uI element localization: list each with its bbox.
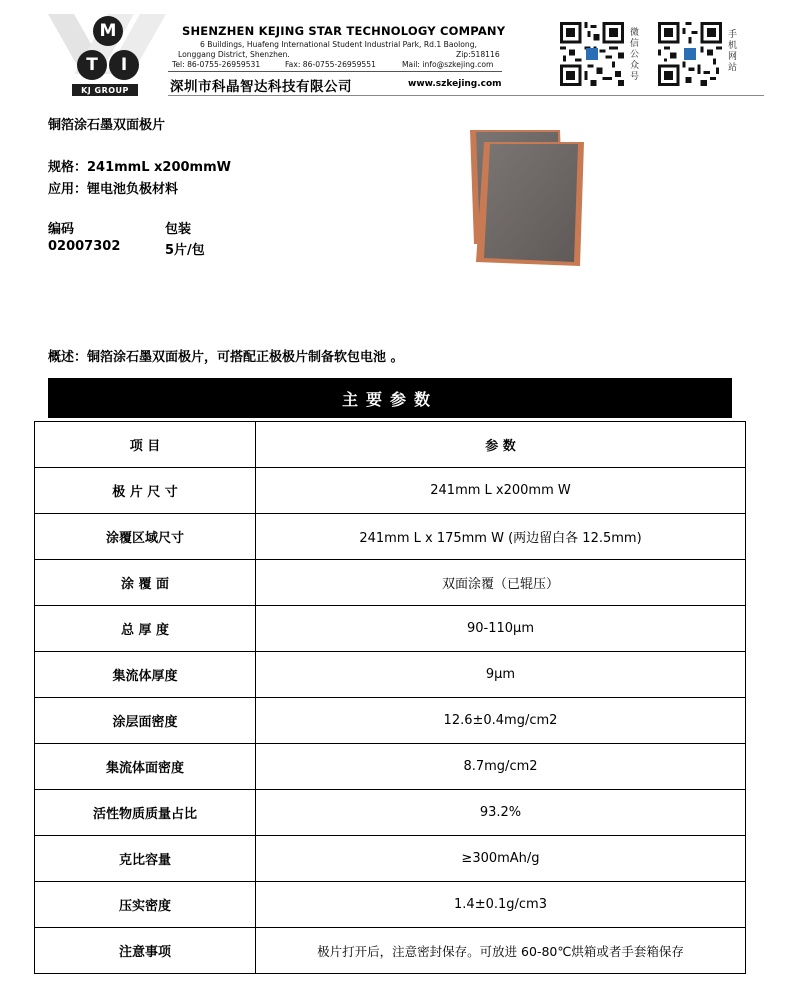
param-value: ≥300mAh/g	[256, 836, 746, 882]
package-label: 包装	[165, 222, 192, 237]
wechat-qr-code-icon	[560, 22, 624, 86]
column-header-value: 参 数	[256, 422, 746, 468]
table-row	[35, 790, 746, 836]
table-row	[35, 836, 746, 882]
fax: Fax: 86-0755-26959551	[285, 60, 376, 69]
logo-letter-i: I	[109, 50, 139, 80]
address-line-1: 6 Buildings, Huafeng International Student Industrial Park, Rd.1 Baolong,	[200, 40, 477, 49]
product-name: 铜箔涂石墨双面极片	[48, 118, 166, 133]
table-row	[35, 514, 746, 560]
product-application: 应用：锂电池负极材料	[48, 182, 179, 197]
logo-letter-t: T	[77, 50, 107, 80]
logo-letter-m: M	[93, 16, 123, 46]
address-line-2: Longgang District, Shenzhen.	[178, 50, 290, 59]
mobile-site-qr-code-icon	[658, 22, 722, 86]
table-row	[35, 468, 746, 514]
param-name: 集流体厚度	[35, 652, 256, 698]
param-value: 90-110μm	[256, 606, 746, 652]
telephone: Tel: 86-0755-26959531	[172, 60, 261, 69]
param-name: 压实密度	[35, 882, 256, 928]
table-header-row	[35, 422, 746, 468]
param-name: 总 厚 度	[35, 606, 256, 652]
param-value: 8.7mg/cm2	[256, 744, 746, 790]
param-name: 涂层面密度	[35, 698, 256, 744]
param-name: 涂覆区域尺寸	[35, 514, 256, 560]
param-value: 241mm L x 175mm W (两边留白各 12.5mm)	[256, 514, 746, 560]
product-spec: 规格：241mmL x200mmW	[48, 160, 231, 175]
param-name: 注意事项	[35, 928, 256, 974]
params-table	[34, 421, 746, 974]
table-row	[35, 928, 746, 974]
table-row	[35, 560, 746, 606]
letterhead-divider-top	[168, 71, 502, 72]
param-value: 1.4±0.1g/cm3	[256, 882, 746, 928]
email: Mail: info@szkejing.com	[402, 60, 494, 69]
qr-label-mobile: 手机网站	[728, 30, 738, 73]
column-header-item: 项 目	[35, 422, 256, 468]
table-row	[35, 744, 746, 790]
param-value: 极片打开后，注意密封保存。可放进 60-80℃烘箱或者手套箱保存	[256, 928, 746, 974]
params-section-header: 主要参数	[48, 378, 732, 418]
company-logo	[48, 14, 168, 98]
table-row	[35, 606, 746, 652]
table-row	[35, 882, 746, 928]
package-value: 5片/包	[165, 243, 205, 258]
product-overview: 概述：铜箔涂石墨双面极片，可搭配正极极片制备软包电池 。	[48, 350, 404, 365]
company-name-chinese: 深圳市科晶智达科技有限公司	[170, 79, 352, 95]
param-value: 241mm L x200mm W	[256, 468, 746, 514]
param-name: 极 片 尺 寸	[35, 468, 256, 514]
param-name: 集流体面密度	[35, 744, 256, 790]
qr-label-wechat: 微信公众号	[630, 28, 640, 82]
table-row	[35, 698, 746, 744]
param-name: 克比容量	[35, 836, 256, 882]
code-value: 02007302	[48, 239, 121, 254]
param-value: 93.2%	[256, 790, 746, 836]
website: www.szkejing.com	[408, 79, 502, 89]
param-value: 12.6±0.4mg/cm2	[256, 698, 746, 744]
table-row	[35, 652, 746, 698]
param-name: 涂 覆 面	[35, 560, 256, 606]
letterhead-divider-bottom	[168, 95, 764, 96]
param-value: 9μm	[256, 652, 746, 698]
company-name-english: SHENZHEN KEJING STAR TECHNOLOGY COMPANY	[182, 24, 506, 38]
zip-code: Zip:518116	[456, 50, 500, 59]
param-value: 双面涂覆（已辊压）	[256, 560, 746, 606]
param-name: 活性物质质量占比	[35, 790, 256, 836]
code-label: 编码	[48, 222, 75, 237]
logo-group-label: KJ GROUP	[72, 84, 138, 96]
electrode-sheet-image	[460, 124, 600, 274]
